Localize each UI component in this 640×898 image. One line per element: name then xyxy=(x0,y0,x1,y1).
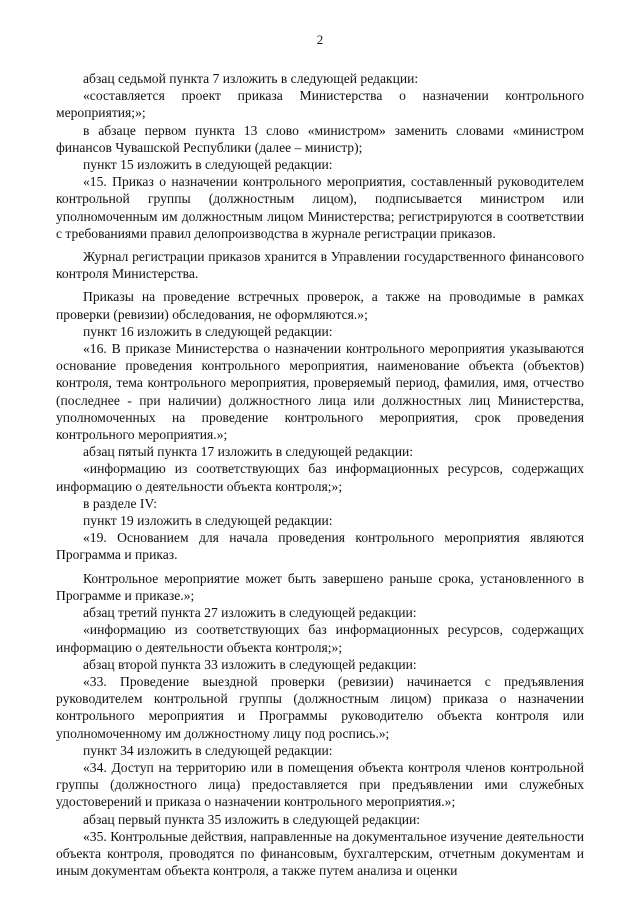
paragraph-10: абзац пятый пункта 17 изложить в следующей редакции: xyxy=(83,444,414,460)
paragraph-15: Контрольное мероприятие может быть завершено раньше срока, установленного в Программе и приказе.»; xyxy=(56,570,584,603)
paragraph-6: Журнал регистрации приказов хранится в Управлении государственного финансового контроля Министерства. xyxy=(56,249,584,282)
paragraph-3: в абзаце первом пункта 13 слово «министром» заменить словами «министром финансов Чувашской Республики (далее – министр); xyxy=(56,122,584,155)
paragraph-1: абзац седьмой пункта 7 изложить в следующей редакции: xyxy=(83,71,419,86)
paragraph-21: «34. Доступ на территорию или в помещения объекта контроля членов контрольной группы (должностного лица) предоставляется при предъявлении ими служебных удостоверений и приказа о назначении контрольного мероприятия.»; xyxy=(56,759,584,810)
paragraph-18: абзац второй пункта 33 изложить в следующей редакции: xyxy=(83,656,417,672)
paragraph-5: «15. Приказ о назначении контрольного мероприятия, составленный руководителем контрольной группы (должностным лицом), подписывается министром или уполномоченным им должностным лицом Министерства; регистрируются в соответствии с требованиями правил делопроизводства в журнале регистрации приказов. xyxy=(56,174,584,241)
paragraph-4: пункт 15 изложить в следующей редакции: xyxy=(83,157,333,173)
paragraph-20: пункт 34 изложить в следующей редакции: xyxy=(83,742,333,758)
document-body xyxy=(56,70,584,879)
paragraph-14: «19. Основанием для начала проведения контрольного мероприятия являются Программа и приказ. xyxy=(56,530,584,563)
paragraph-7: Приказы на проведение встречных проверок, а также на проводимые в рамках проверки (ревизии) обследования, не оформляются.»; xyxy=(56,289,584,322)
paragraph-2: «составляется проект приказа Министерства о назначении контрольного мероприятия;»; xyxy=(56,88,584,121)
paragraph-11: «информацию из соответствующих баз информационных ресурсов, содержащих информацию о деятельности объекта контроля;»; xyxy=(56,461,584,494)
paragraph-13: пункт 19 изложить в следующей редакции: xyxy=(83,513,333,529)
paragraph-17: «информацию из соответствующих баз информационных ресурсов, содержащих информацию о деятельности объекта контроля;»; xyxy=(56,622,584,655)
paragraph-23: «35. Контрольные действия, направленные на документальное изучение деятельности объекта контроля, проводятся по финансовым, бухгалтерским, отчетным документам и иным документам объекта контроля, а также путем анализа и оценки xyxy=(56,828,584,879)
paragraph-8: пункт 16 изложить в следующей редакции: xyxy=(83,323,333,339)
paragraph-16: абзац третий пункта 27 изложить в следующей редакции: xyxy=(83,605,417,621)
paragraph-22: абзац первый пункта 35 изложить в следующей редакции: xyxy=(83,811,421,827)
page-number: 2 xyxy=(316,32,324,47)
paragraph-9: «16. В приказе Министерства о назначении контрольного мероприятия указываются основание проведения контрольного мероприятия, наименование объекта (объектов) контроля, тема контрольного мероприятия, проверяемый период, фамилия, имя, отчество (последнее - при наличии) должностного лица или должностных лиц Министерства, уполномоченных на проведение контрольного мероприятия, срок проведения контрольного мероприятия.»; xyxy=(56,341,584,443)
paragraph-19: «33. Проведение выездной проверки (ревизии) начинается с предъявления руководителем контрольной группы (должностным лицом) приказа о назначении контрольного мероприятия и Программы руководителю объекта контроля или уполномоченному им должностному лицу под роспись.»; xyxy=(56,673,584,741)
paragraph-12: в разделе IV: xyxy=(83,495,158,511)
